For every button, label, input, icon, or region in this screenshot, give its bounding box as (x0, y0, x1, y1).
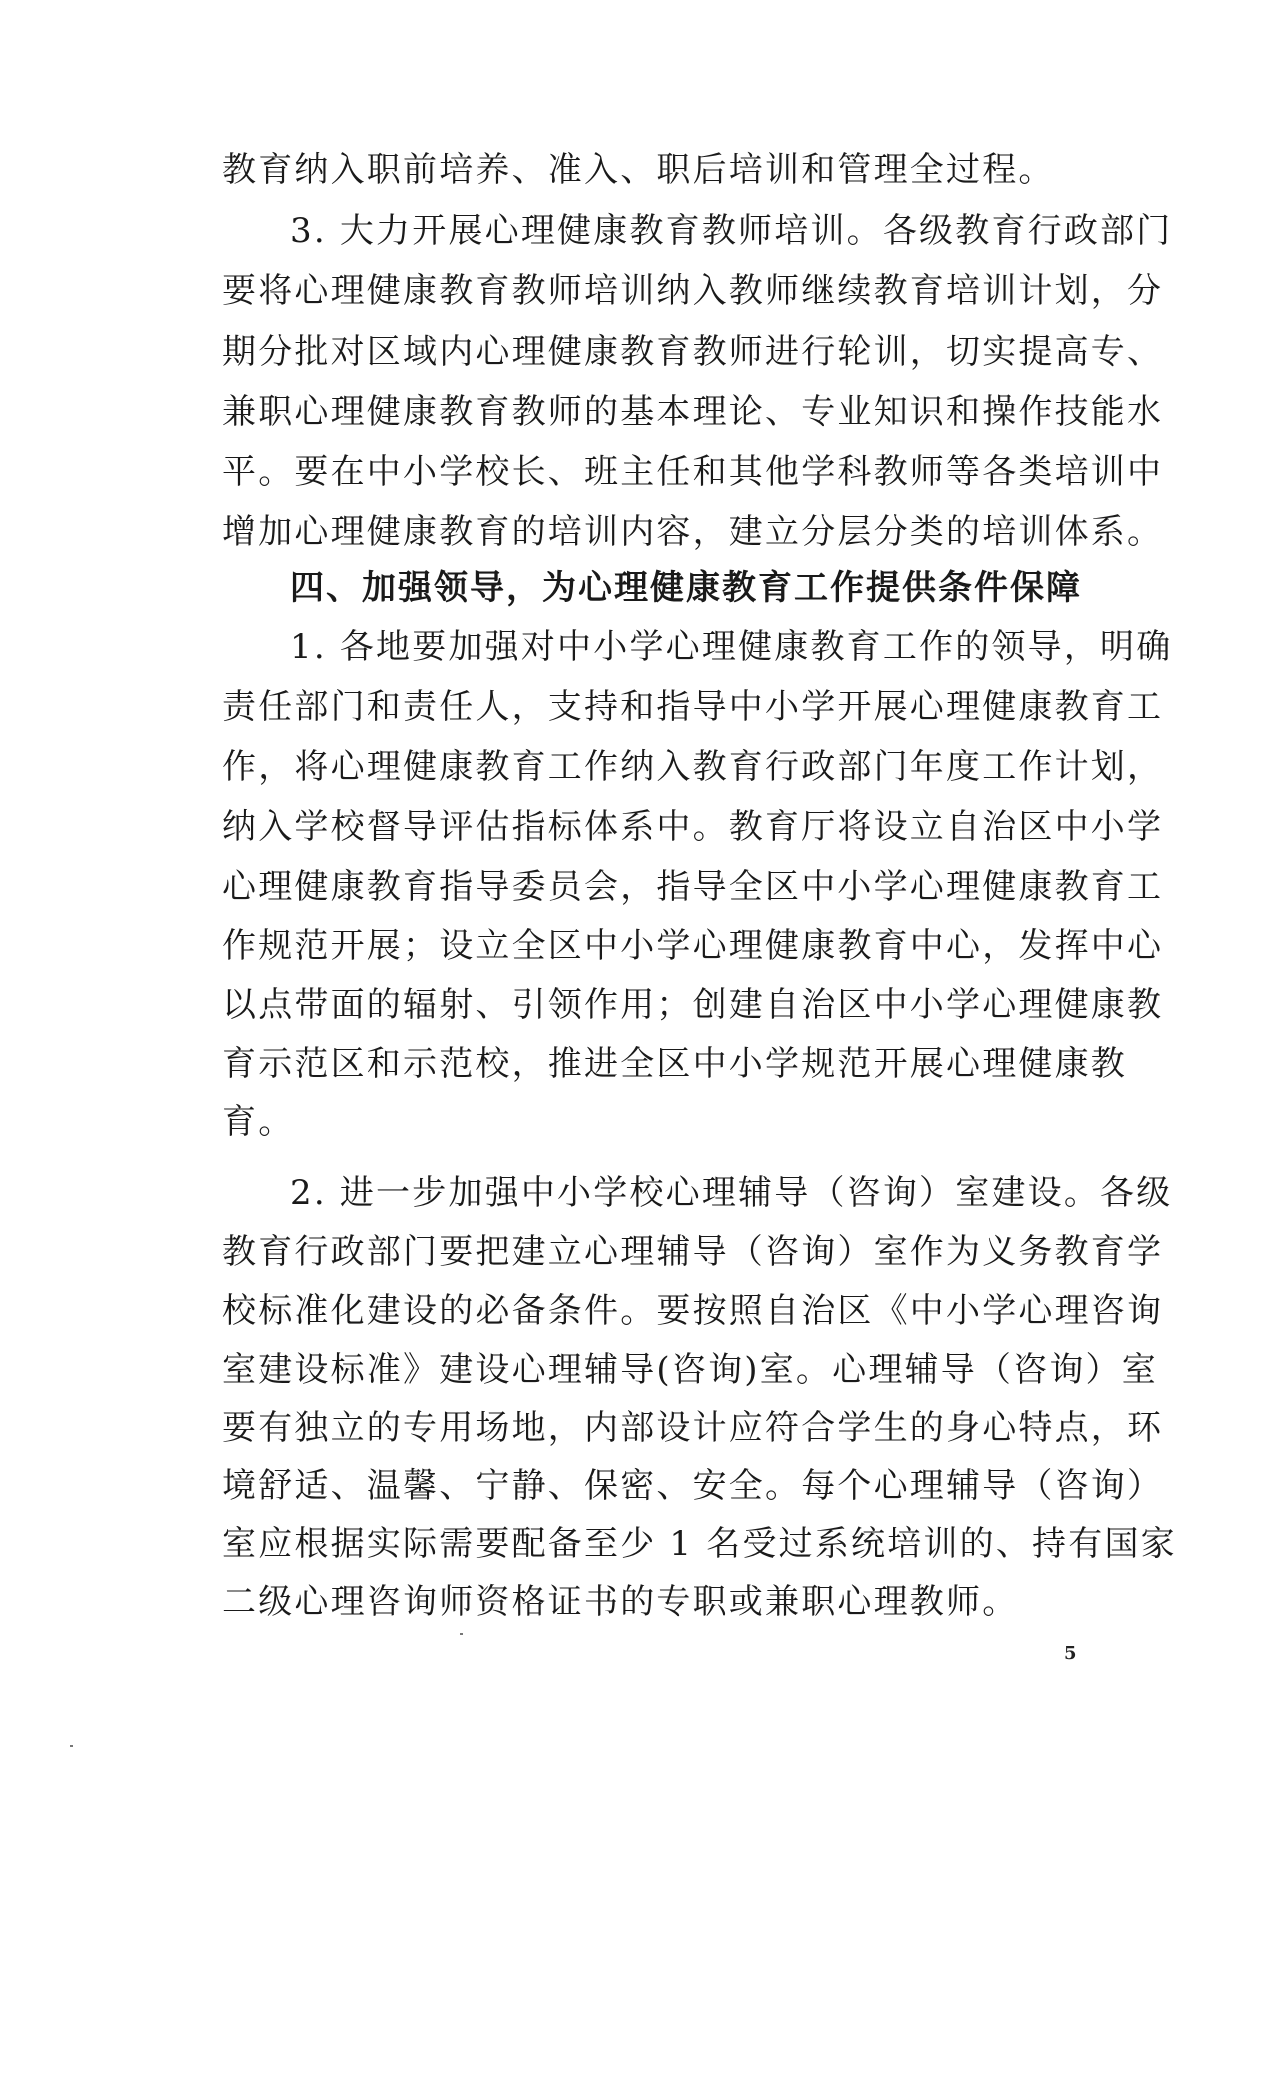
text-line: 1. 各地要加强对中小学心理健康教育工作的领导，明确 (290, 627, 1173, 667)
text-line: 以点带面的辐射、引领作用；创建自治区中小学心理健康教 (222, 985, 1164, 1025)
scan-speck (460, 1633, 463, 1635)
text-line: 平。要在中小学校长、班主任和其他学科教师等各类培训中 (222, 452, 1164, 492)
text-line: 2. 进一步加强中小学校心理辅导（咨询）室建设。各级 (290, 1173, 1173, 1213)
text-line: 境舒适、温馨、宁静、保密、安全。每个心理辅导（咨询） (222, 1466, 1164, 1506)
section-heading: 四、加强领导，为心理健康教育工作提供条件保障 (290, 568, 1082, 608)
text-line: 心理健康教育指导委员会，指导全区中小学心理健康教育工 (222, 867, 1164, 907)
text-line: 教育纳入职前培养、准入、职后培训和管理全过程。 (222, 150, 1055, 190)
text-line: 3. 大力开展心理健康教育教师培训。各级教育行政部门 (290, 211, 1173, 251)
text-line: 室建设标准》建设心理辅导(咨询)室。心理辅导（咨询）室 (222, 1350, 1158, 1390)
page-number: 5 (1064, 1643, 1077, 1664)
text-line: 纳入学校督导评估指标体系中。教育厅将设立自治区中小学 (222, 807, 1164, 847)
text-line: 教育行政部门要把建立心理辅导（咨询）室作为义务教育学 (222, 1232, 1164, 1272)
text-line: 校标准化建设的必备条件。要按照自治区《中小学心理咨询 (222, 1291, 1164, 1331)
text-line: 要有独立的专用场地，内部设计应符合学生的身心特点，环 (222, 1408, 1164, 1448)
text-line: 作规范开展；设立全区中小学心理健康教育中心，发挥中心 (222, 926, 1164, 966)
text-line: 责任部门和责任人，支持和指导中小学开展心理健康教育工 (222, 687, 1164, 727)
text-line: 兼职心理健康教育教师的基本理论、专业知识和操作技能水 (222, 392, 1164, 432)
text-line: 育示范区和示范校，推进全区中小学规范开展心理健康教 (222, 1044, 1127, 1084)
text-line: 作，将心理健康教育工作纳入教育行政部门年度工作计划， (222, 747, 1164, 787)
text-line: 期分批对区域内心理健康教育教师进行轮训，切实提高专、 (222, 332, 1164, 372)
scan-speck (70, 1745, 73, 1747)
text-line: 育。 (222, 1102, 295, 1142)
text-line: 增加心理健康教育的培训内容，建立分层分类的培训体系。 (222, 512, 1164, 552)
text-line: 室应根据实际需要配备至少 1 名受过系统培训的、持有国家 (222, 1524, 1177, 1564)
text-line: 二级心理咨询师资格证书的专职或兼职心理教师。 (222, 1582, 1019, 1622)
text-line: 要将心理健康教育教师培训纳入教师继续教育培训计划，分 (222, 271, 1164, 311)
